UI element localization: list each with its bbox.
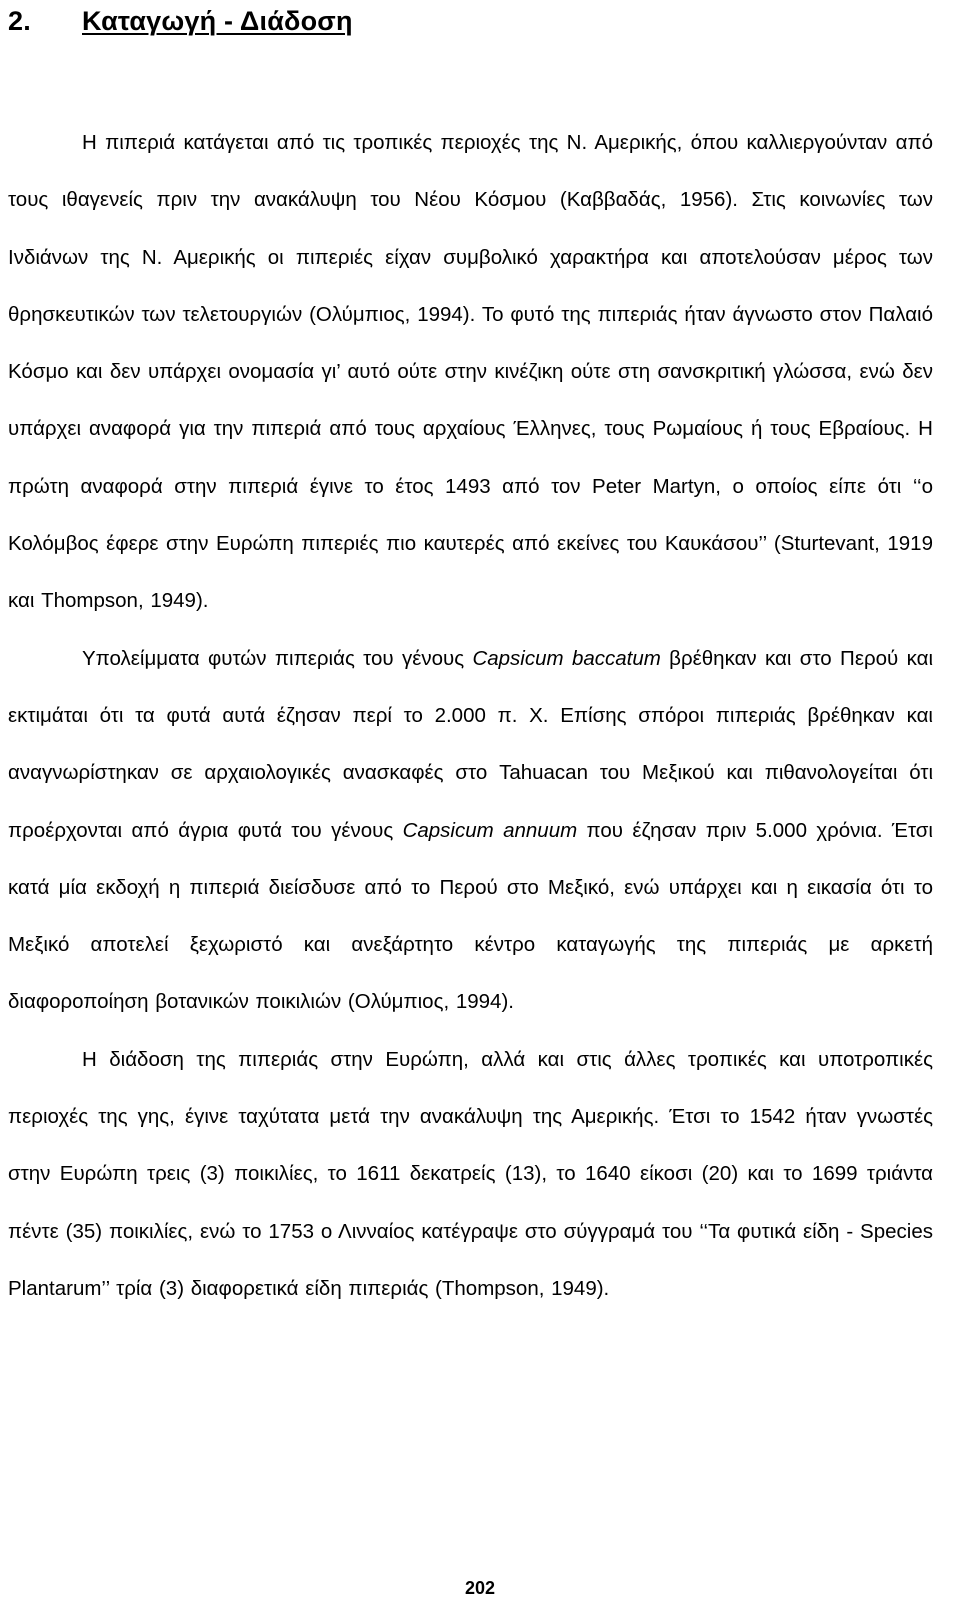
paragraph	[8, 1031, 933, 1317]
paragraph-text: που έζησαν πριν 5.000 χρόνια. Έτσι κατά μία εκδοχή η πιπεριά διείσδυσε από το Περού στο Μεξικό, ενώ υπάρχει και η εικασία ότι το Μεξικό αποτελεί ξεχωριστό και ανεξάρτητο κέντρο καταγωγής της πιπεριάς με αρκετή διαφοροποίηση βοτανικών ποικιλιών (Ολύμπιος, 1994).	[8, 818, 933, 1014]
paragraph	[8, 630, 933, 1031]
italic-species-name: Capsicum baccatum	[472, 646, 661, 670]
page-number: 202	[464, 1578, 496, 1598]
paragraph-text: βρέθηκαν και στο Περού και εκτιμάται ότι τα φυτά αυτά έζησαν περί το 2.000 π. Χ. Επίσης σπόροι πιπεριάς βρέθηκαν και αναγνωρίστηκαν σε αρχαιολογικές ανασκαφές στο Tahuacan του Μεξικού και πιθανολογείται ότι προέρχονται από άγρια φυτά του γένους	[8, 646, 933, 842]
body-text	[8, 114, 933, 1317]
italic-species-name: Capsicum annuum	[402, 818, 578, 842]
paragraph-text: Υπολείμματα φυτών πιπεριάς του γένους	[82, 646, 473, 670]
paragraph	[8, 114, 933, 630]
paragraph-text: Η πιπεριά κατάγεται από τις τροπικές περιοχές της Ν. Αμερικής, όπου καλλιεργούνταν από τους ιθαγενείς πριν την ανακάλυψη του Νέου Κόσμου (Καββαδάς, 1956). Στις κοινωνίες των Ινδιάνων της Ν. Αμερικής οι πιπεριές είχαν συμβολικό χαρακτήρα και αποτελούσαν μέρος των θρησκευτικών των τελετουργιών (Ολύμπιος, 1994). Το φυτό της πιπεριάς ήταν άγνωστο στον Παλαιό Κόσμο και δεν υπάρχει ονομασία γι’ αυτό ούτε στην κινέζικη ούτε στη σανσκριτική γλώσσα, ενώ δεν υπάρχει αναφορά για την πιπεριά από τους αρχαίους Έλληνες, τους Ρωμαίους ή τους Εβραίους. Η πρώτη αναφορά στην πιπεριά έγινε το έτος 1493 από τον Peter Martyn, ο οποίος είπε ότι ‘‘ο Κολόμβος έφερε στην Ευρώπη πιπεριές πιο καυτερές από εκείνες του Καυκάσου’’ (Sturtevant, 1919 και Thompson, 1949).	[8, 131, 933, 613]
paragraph-text: Η διάδοση της πιπεριάς στην Ευρώπη, αλλά και στις άλλες τροπικές και υποτροπικές περιοχές της γης, έγινε ταχύτατα μετά την ανακάλυψη της Αμερικής. Έτσι το 1542 ήταν γνωστές στην Ευρώπη τρεις (3) ποικιλίες, το 1611 δεκατρείς (13), το 1640 είκοσι (20) και το 1699 τριάντα πέντε (35) ποικιλίες, ενώ το 1753 ο Λινναίος κατέγραψε στο σύγγραμά του ‘‘Τα φυτικά είδη - Species Plantarum’’ τρία (3) διαφορετικά είδη πιπεριάς (Thompson, 1949).	[8, 1047, 933, 1300]
section-heading	[8, 2, 353, 40]
section-title: Καταγωγή - Διάδοση	[82, 6, 353, 36]
section-number: 2.	[8, 6, 31, 36]
